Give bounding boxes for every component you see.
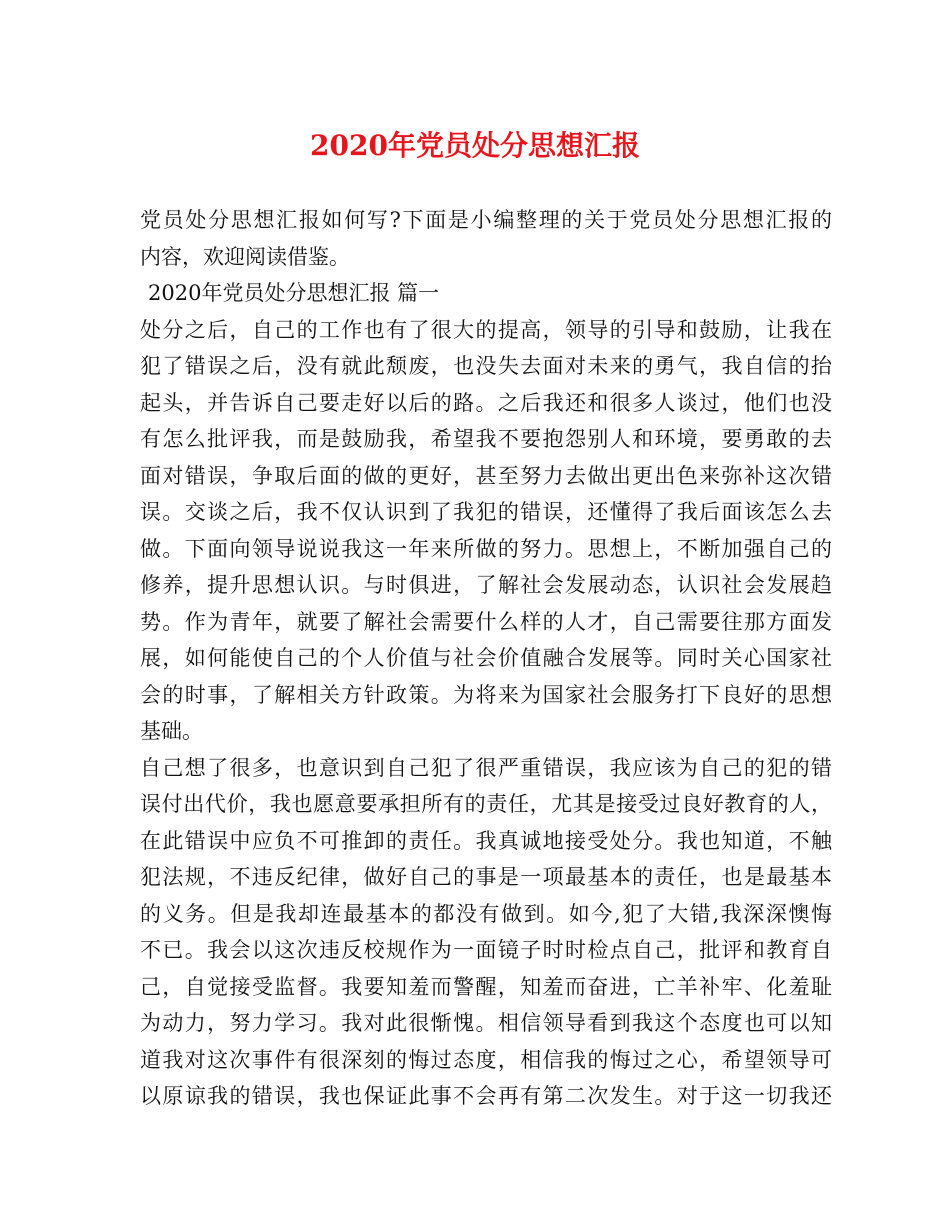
text-line: 在此错误中应负不可推卸的责任。我真诚地接受处分。我也知道，不触 bbox=[140, 828, 832, 853]
document-body bbox=[140, 202, 832, 1115]
text-line: 为动力，努力学习。我对此很惭愧。相信领导看到我这个态度也可以知 bbox=[140, 1011, 832, 1035]
section-heading: 2020年党员处分思想汇报 篇一 bbox=[148, 281, 440, 305]
text-line: 面对错误，争取后面的做的更好，甚至努力去做出更出色来弥补这次错 bbox=[140, 463, 832, 488]
text-line: 道我对这次事件有很深刻的悔过态度，相信我的悔过之心，希望领导可 bbox=[140, 1047, 832, 1072]
text-line: 势。作为青年，就要了解社会需要什么样的人才，自己需要往那方面发 bbox=[140, 609, 832, 634]
text-line: 的义务。但是我却连最基本的都没有做到。如今,犯了大错,我深深懊悔 bbox=[140, 901, 832, 926]
text-line: 做。下面向领导说说我这一年来所做的努力。思想上，不断加强自己的 bbox=[140, 536, 832, 561]
text-line: 自己想了很多，也意识到自己犯了很严重错误，我应该为自己的犯的错 bbox=[140, 755, 832, 780]
text-line: 会的时事，了解相关方针政策。为将来为国家社会服务打下良好的思想 bbox=[140, 682, 832, 707]
text-line: 误付出代价，我也愿意要承担所有的责任，尤其是接受过良好教育的人， bbox=[140, 792, 832, 816]
text-line: 展，如何能使自己的个人价值与社会价值融合发展等。同时关心国家社 bbox=[140, 646, 832, 670]
text-line: 以原谅我的错误，我也保证此事不会再有第二次发生。对于这一切我还 bbox=[140, 1084, 832, 1108]
text-line: 修养，提升思想认识。与时俱进，了解社会发展动态，认识社会发展趋 bbox=[140, 573, 832, 597]
text-line: 处分之后，自己的工作也有了很大的提高，领导的引导和鼓励，让我在 bbox=[140, 317, 832, 342]
text-line: 己，自觉接受监督。我要知羞而警醒，知羞而奋进，亡羊补牢、化羞耻 bbox=[140, 974, 832, 999]
text-line: 党员处分思想汇报如何写?下面是小编整理的关于党员处分思想汇报的 bbox=[140, 208, 832, 232]
text-line: 有怎么批评我，而是鼓励我，希望我不要抱怨别人和环境，要勇敢的去 bbox=[140, 427, 832, 451]
text-line: 基础。 bbox=[140, 719, 203, 743]
text-line: 不已。我会以这次违反校规作为一面镜子时时检点自己，批评和教育自 bbox=[140, 938, 832, 962]
text-line: 犯法规，不违反纪律，做好自己的事是一项最基本的责任，也是最基本 bbox=[140, 865, 832, 889]
text-line: 内容，欢迎阅读借鉴。 bbox=[140, 244, 350, 269]
document-title: 2020年党员处分思想汇报 bbox=[310, 129, 640, 162]
text-line: 起头，并告诉自己要走好以后的路。之后我还和很多人谈过，他们也没 bbox=[140, 390, 832, 415]
text-line: 误。交谈之后，我不仅认识到了我犯的错误，还懂得了我后面该怎么去 bbox=[140, 500, 832, 524]
text-line: 犯了错误之后，没有就此颓废，也没失去面对未来的勇气，我自信的抬 bbox=[140, 354, 832, 378]
